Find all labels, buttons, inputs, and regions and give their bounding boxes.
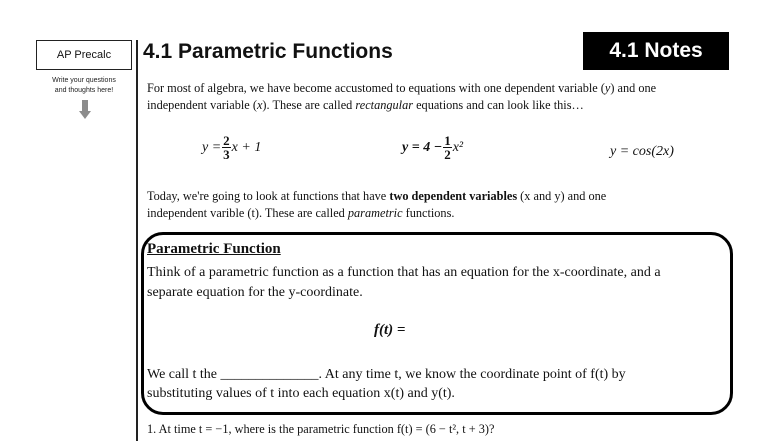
definition-line2: separate equation for the y-coordinate.: [147, 285, 363, 300]
today-line2-em: parametric: [347, 206, 403, 220]
intro-line1-var: y: [604, 81, 611, 95]
eq2-lhs: y = 4 −: [402, 139, 443, 155]
today-line1-b: (x and y) and one: [517, 189, 607, 203]
eq2-numerator: 1: [444, 133, 451, 148]
course-badge-label: AP Precalc: [56, 49, 112, 61]
intro-line1: [147, 80, 747, 97]
today-line2: [147, 205, 747, 222]
f-of-t-label: f(t) =: [374, 322, 406, 338]
intro-line1-a: For most of algebra, we have become accustomed to equations with one dependent variable (: [147, 81, 605, 95]
intro-line2-var: x: [256, 98, 263, 112]
eq1-fraction: [222, 134, 231, 161]
definition-line3: We call t the ______________. At any time t, we know the coordinate point of f(t) by: [147, 367, 626, 382]
margin-rule: [136, 40, 138, 441]
definition-heading: Parametric Function: [147, 241, 281, 257]
equation-cosine: [610, 144, 674, 160]
margin-hint: [36, 76, 132, 96]
today-line2-b: functions.: [402, 206, 455, 220]
equation-linear: [202, 134, 261, 161]
eq1-numerator: 2: [223, 133, 230, 148]
margin-hint-line1: Write your questions: [52, 77, 116, 84]
intro-paragraph: [147, 80, 747, 114]
eq2-denominator: 2: [444, 147, 451, 162]
today-line1: [147, 188, 747, 205]
eq2-fraction: [443, 134, 452, 161]
down-arrow-icon: [79, 100, 91, 120]
eq3-text: y = cos(2x): [610, 144, 674, 159]
eq1-denominator: 3: [223, 147, 230, 162]
equation-quadratic: [402, 134, 463, 161]
eq1-rhs: x + 1: [231, 139, 262, 155]
today-line2-a: independent varible (t). These are called: [147, 206, 348, 220]
intro-line2-b: ). These are called: [262, 98, 356, 112]
intro-line2-a: independent variable (: [147, 98, 257, 112]
today-line1-bold: two dependent variables: [389, 189, 518, 203]
notes-label-text: 4.1 Notes: [609, 39, 703, 62]
eq2-rhs: x²: [452, 139, 464, 155]
intro-line2: [147, 97, 747, 114]
intro-line1-b: ) and one: [610, 81, 657, 95]
definition-line1: Think of a parametric function as a function that has an equation for the x-coordinate, and a: [147, 265, 661, 280]
today-line1-a: Today, we're going to look at functions that have: [147, 189, 390, 203]
intro-line2-c: equations and can look like this…: [413, 98, 584, 112]
definition-line4: substituting values of t into each equation x(t) and y(t).: [147, 386, 455, 401]
margin-hint-line2: and thoughts here!: [54, 87, 114, 94]
today-paragraph: [147, 188, 747, 222]
intro-line2-em: rectangular: [355, 98, 414, 112]
notes-label: [583, 32, 729, 70]
eq1-lhs: y =: [202, 139, 222, 155]
question-1: 1. At time t = −1, where is the parametric function f(t) = (6 − t², t + 3)?: [147, 422, 495, 436]
course-badge: [36, 40, 132, 70]
page-title: 4.1 Parametric Functions: [143, 40, 393, 63]
